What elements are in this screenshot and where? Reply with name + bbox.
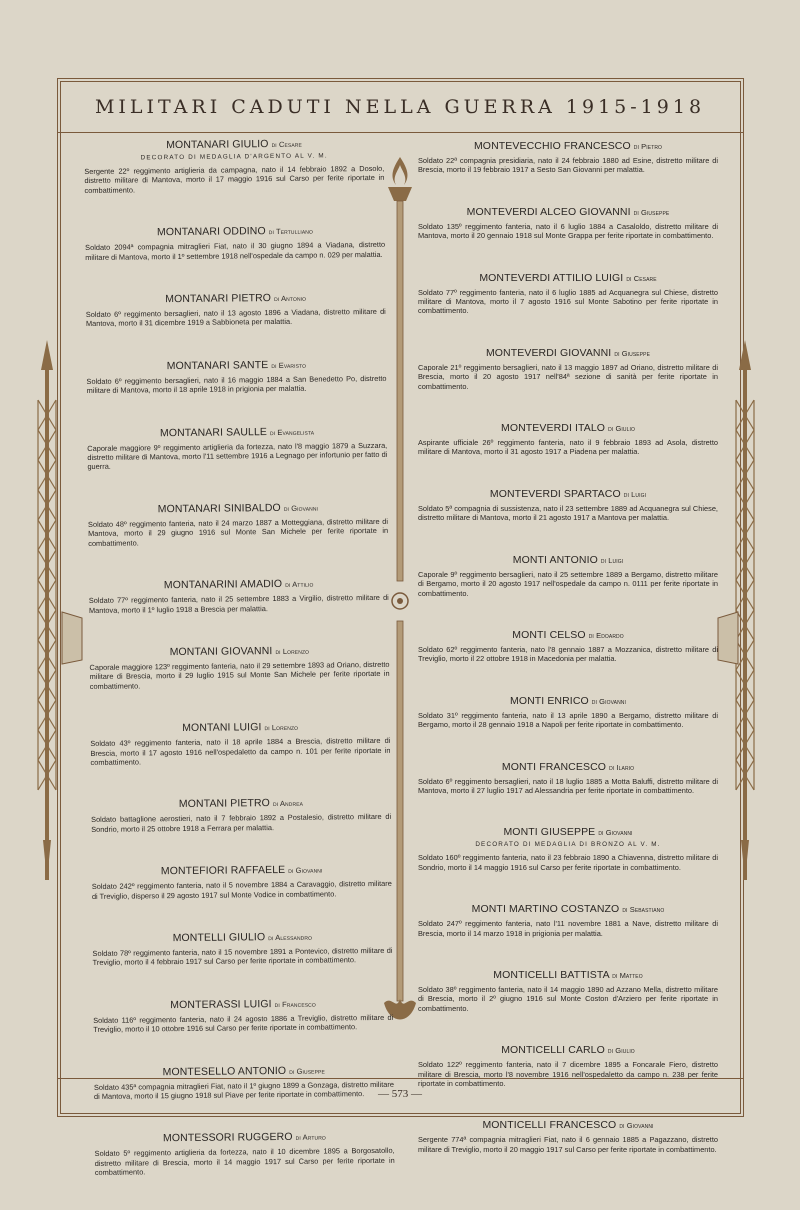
casualty-name: MONTERASSI LUIGI: [170, 997, 272, 1011]
casualty-entry: [92, 930, 392, 968]
casualty-parent: di Sebastiano: [622, 905, 665, 915]
casualty-parent: di Alessandro: [268, 932, 313, 943]
casualty-name: MONTI GIUSEPPE: [503, 826, 596, 839]
casualty-entry: [418, 826, 718, 872]
casualty-name-heading: [418, 969, 718, 981]
casualty-record-text: Sergente 774ª compagnia mitraglieri Fiat, nato il 6 gennaio 1885 a Pagazzano, distretto militare di Treviglio, morto il 20 maggio 1917 sul Carso per ferite riportate in combattimento.: [418, 1135, 718, 1154]
casualty-entry: [94, 1130, 394, 1177]
casualty-name: MONTI FRANCESCO: [501, 760, 607, 773]
casualty-decoration: DECORATO DI MEDAGLIA DI BRONZO AL V. M.: [475, 841, 661, 849]
casualty-name-heading: [92, 930, 392, 945]
casualty-name-heading: [94, 1130, 394, 1145]
casualty-name: MONTANARI SAULLE: [159, 425, 268, 439]
casualty-name-heading: [418, 140, 718, 152]
casualty-record-text: Soldato 435ª compagnia mitraglieri Fiat, nato il 1º giugno 1899 a Gonzaga, distretto militare di Mantova, morto il 15 giugno 1918 sul Piave per ferite riportate in combattimento.: [93, 1079, 394, 1101]
casualty-entry: [418, 140, 718, 175]
casualty-name-heading: [418, 1119, 718, 1131]
casualty-name: MONTANARI SINIBALDO: [157, 501, 281, 516]
casualty-name: MONTI ENRICO: [509, 694, 589, 707]
casualty-record-text: Soldato 22ª compagnia presidiaria, nato il 24 febbraio 1880 ad Esine, distretto militare di Brescia, morto il 19 febbraio 1917 a Sesto San Giovanni per malattia.: [418, 156, 718, 175]
casualty-record-text: Soldato 135º reggimento fanteria, nato il 6 luglio 1884 a Casaloldo, distretto militare di Mantova, morto il 20 gennaio 1918 sul Monte Grappa per ferite riportate in combattimento.: [418, 221, 718, 241]
casualty-record-text: Caporale 21º reggimento bersaglieri, nato il 13 maggio 1897 ad Oriano, distretto militare di Brescia, morto il 20 agosto 1917 nell'84ª sezione di sanità per ferite riportate in combattimento.: [418, 362, 718, 391]
left-pennant-icon: [60, 610, 86, 666]
casualty-entry: [88, 501, 388, 548]
casualty-entry: [84, 137, 385, 195]
casualty-name: MONTESELLO ANTONIO: [162, 1064, 287, 1078]
casualty-name: MONTANARI GIULIO: [166, 138, 269, 152]
casualty-parent: di Giulio: [608, 424, 635, 434]
casualty-parent: di Ilario: [609, 762, 635, 772]
casualty-entry: [89, 577, 389, 615]
casualty-name: MONTEVERDI ITALO: [500, 422, 606, 435]
casualty-name-heading: [92, 863, 392, 878]
casualty-name-heading: [418, 488, 718, 500]
casualty-parent: di Giovanni: [598, 828, 633, 838]
casualty-name: MONTEFIORI RAFFAELE: [160, 864, 286, 878]
casualty-entry: [92, 863, 392, 901]
casualty-name: MONTEVERDI ALCEO GIOVANNI: [466, 205, 631, 218]
casualty-parent: di Edoardo: [588, 630, 624, 640]
casualty-name-heading: [84, 137, 384, 152]
casualty-parent: di Luigi: [600, 555, 624, 565]
casualty-entry: [418, 695, 718, 730]
casualty-name-heading: [418, 761, 718, 773]
right-column: [418, 140, 718, 1185]
casualty-parent: di Antonio: [274, 293, 307, 304]
casualty-name-heading: [86, 291, 386, 306]
casualty-decoration: DECORATO DI MEDAGLIA D'ARGENTO AL V. M.: [140, 152, 328, 162]
casualty-parent: di Cesare: [271, 139, 302, 150]
casualty-name-heading: [418, 826, 718, 838]
casualty-record-text: Soldato 2094ª compagnia mitraglieri Fiat, nato il 30 giugno 1894 a Viadana, distretto militare di Mantova, morto il 1º settembre 1918 nell'ospedale da campo n. 029 per malattia.: [85, 240, 386, 262]
casualty-name-heading: [87, 424, 387, 439]
left-column: [84, 137, 395, 1210]
casualty-name-heading: [418, 206, 718, 218]
casualty-parent: di Cesare: [626, 273, 657, 283]
casualty-record-text: Caporale maggiore 9º reggimento artiglieria da fortezza, nato l'8 maggio 1879 a Suzzara, distretto militare di Mantova, morto l'11 settembre 1916 a Legnago per infortunio per fatto di guerra.: [87, 440, 388, 472]
casualty-record-text: Soldato 242º reggimento fanteria, nato il 5 novembre 1884 a Caravaggio, distretto militare di Treviglio, disperso il 29 agosto 1917 sul Monte Vodice in combattimento.: [91, 878, 392, 901]
casualty-name: MONTELLI GIULIO: [172, 931, 266, 945]
casualty-record-text: Aspirante ufficiale 26º reggimento fanteria, nato il 9 febbraio 1893 ad Asola, distretto militare di Mantova, morto il 31 agosto 1917 a Piadena per malattia.: [418, 438, 718, 457]
left-lance-ornament: [30, 340, 64, 880]
casualty-entry: [418, 272, 718, 316]
casualty-record-text: Soldato 122º reggimento fanteria, nato il 7 dicembre 1895 a Foncarale Fiero, distretto militare di Brescia, morto l'8 novembre 1916 nell'ospedaletto da campo n. 238 per ferite riportate in combattimento.: [418, 1060, 718, 1088]
casualty-name-heading: [418, 903, 718, 915]
casualty-entry: [86, 358, 386, 396]
casualty-entry: [418, 629, 718, 664]
casualty-name-heading: [418, 695, 718, 707]
casualty-parent: di Giovanni: [288, 865, 323, 876]
casualty-record-text: Soldato 43º reggimento fanteria, nato il 18 aprile 1884 a Brescia, distretto militare di Brescia, morto il 17 agosto 1916 nell'ospedaletto da campo n. 101 per ferite riportate in combattimento.: [90, 735, 391, 767]
casualty-name-heading: [418, 554, 718, 566]
casualty-name: MONTANI GIOVANNI: [169, 644, 273, 659]
casualty-name: MONTICELLI FRANCESCO: [482, 1119, 617, 1132]
casualty-record-text: Soldato 6º reggimento bersaglieri, nato il 16 maggio 1884 a San Benedetto Po, distretto militare di Mantova, morto il 18 aprile 1918 in prigionia per malattia.: [86, 373, 387, 396]
casualty-name: MONTEVERDI SPARTACO: [489, 487, 621, 500]
casualty-entry: [418, 554, 718, 598]
casualty-parent: di Evaristo: [271, 360, 307, 370]
casualty-name: MONTANARI PIETRO: [165, 292, 272, 306]
casualty-parent: di Giovanni: [283, 503, 319, 513]
casualty-parent: di Matteo: [612, 970, 643, 980]
casualty-name: MONTEVERDI ATTILIO LUIGI: [479, 271, 624, 284]
casualty-name: MONTANARINI AMADIO: [163, 578, 283, 592]
casualty-entry: [89, 644, 389, 691]
casualty-name-heading: [88, 501, 388, 516]
casualty-name: MONTEVECCHIO FRANCESCO: [473, 140, 631, 152]
casualty-parent: di Giuseppe: [289, 1066, 325, 1076]
casualty-record-text: Soldato 116º reggimento fanteria, nato il 24 agosto 1886 a Treviglio, distretto militare di Treviglio, morto il 10 ottobre 1916 sul Carso per ferite riportate in combattimento.: [93, 1012, 394, 1035]
casualty-record-text: Soldato 77º reggimento fanteria, nato il 25 settembre 1883 a Virgilio, distretto militare di Mantova, morto il 1º luglio 1918 a Brescia per malattia.: [88, 592, 389, 615]
casualty-entry: [418, 903, 718, 938]
casualty-record-text: Soldato 38º reggimento fanteria, nato il 14 maggio 1890 ad Azzano Mella, distretto militare di Brescia, morto il 2º giugno 1916 sul Monte Coston d'Arziero per ferite riportate in combattimento.: [418, 984, 718, 1013]
casualty-entry: [418, 1119, 718, 1154]
casualty-parent: di Attilio: [285, 579, 314, 590]
casualty-entry: [418, 422, 718, 457]
casualty-record-text: Caporale maggiore 123º reggimento fanteria, nato il 29 settembre 1893 ad Oriano, distretto militare di Brescia, morto il 29 luglio 1915 sul Monte San Michele per ferite riportate in combattimento.: [89, 659, 390, 691]
page-number: — 573 —: [378, 1088, 422, 1100]
casualty-entry: [90, 720, 390, 767]
casualty-record-text: Soldato 5ª compagnia di sussistenza, nato il 23 settembre 1889 ad Acquanegra sul Chiese, distretto militare di Mantova, morto il 21 agosto 1917 a Mantova per malattia.: [418, 503, 718, 523]
casualty-record-text: Soldato 48º reggimento fanteria, nato il 24 marzo 1887 a Motteggiana, distretto militare di Mantova, morto il 29 giugno 1916 sul Monte San Michele per ferite riportate in combattimento.: [87, 516, 389, 548]
casualty-record-text: Soldato 6º reggimento bersaglieri, nato il 13 agosto 1896 a Viadana, distretto militare di Mantova, morto il 31 dicembre 1919 a Sabbioneta per malattia.: [85, 306, 386, 329]
casualty-parent: di Andrea: [272, 799, 304, 809]
casualty-entry: [418, 488, 718, 523]
casualty-parent: di Giuseppe: [633, 207, 670, 217]
casualty-entry: [93, 997, 393, 1035]
casualty-name-heading: [89, 644, 389, 659]
casualty-name-heading: [418, 629, 718, 641]
casualty-entry: [418, 761, 718, 796]
casualty-entry: [418, 206, 718, 241]
casualty-parent: di Giovanni: [591, 696, 627, 706]
casualty-record-text: Soldato 247º reggimento fanteria, nato l'11 novembre 1881 a Nave, distretto militare di Brescia, morto il 14 marzo 1918 in prigionia per malattia.: [418, 919, 718, 938]
casualty-parent: di Lorenzo: [264, 722, 299, 733]
casualty-entry: [94, 1063, 394, 1101]
casualty-entry: [418, 969, 718, 1013]
casualty-name: MONTANARI SANTE: [166, 358, 269, 372]
casualty-name-heading: [94, 1063, 394, 1078]
casualty-name: MONTI MARTINO COSTANZO: [471, 903, 620, 916]
casualty-name-heading: [91, 796, 391, 811]
casualty-record-text: Soldato 6º reggimento bersaglieri, nato il 18 luglio 1885 a Motta Baluffi, distretto militare di Mantova, morto il 27 luglio 1917 ad Alessandria per ferite riportate in combattimento.: [418, 776, 718, 795]
casualty-record-text: Soldato 77º reggimento fanteria, nato il 6 luglio 1885 ad Acquanegra sul Chiese, distretto militare di Mantova, morto il 7 agosto 1916 sul Monte Sabotino per ferite riportate in combattimento.: [418, 287, 718, 316]
casualty-name-heading: [93, 997, 393, 1012]
casualty-entry: [418, 1044, 718, 1088]
casualty-record-text: Soldato 5º reggimento artiglieria da fortezza, nato il 10 dicembre 1895 a Borgosatollo, distretto militare di Brescia, morto il 14 maggio 1917 sul Carso per ferite riportate in combattimento.: [94, 1146, 395, 1178]
casualty-entry: [87, 424, 387, 471]
casualty-record-text: Soldato battaglione aerostieri, nato il 7 febbraio 1892 a Postalesio, distretto militare di Sondrio, morto il 25 ottobre 1918 a Ferrara per malattia.: [91, 812, 392, 834]
title-divider: [57, 132, 744, 133]
casualty-name-heading: [418, 1044, 718, 1056]
casualty-record-text: Sergente 22º reggimento artiglieria da campagna, nato il 14 febbraio 1892 a Dosolo, distretto militare di Mantova, morto il 17 maggio 1916 sul Carso per ferite riportate in combattimento.: [84, 163, 385, 195]
casualty-name-heading: [418, 272, 718, 284]
casualty-name-heading: [89, 577, 389, 592]
page-title: MILITARI CADUTI NELLA GUERRA 1915-1918: [94, 96, 706, 118]
casualty-name-heading: [418, 347, 718, 359]
casualty-parent: di Giovanni: [619, 1121, 654, 1131]
casualty-name: MONTANI LUIGI: [182, 721, 262, 735]
casualty-name: MONTEVERDI GIOVANNI: [485, 346, 612, 359]
casualty-parent: di Tertulliano: [268, 226, 314, 237]
casualty-record-text: Soldato 160º reggimento fanteria, nato il 23 febbraio 1890 a Chiavenna, distretto militare di Sondrio, morto il 14 maggio 1916 sul Carso per ferite riportate in combattimento.: [418, 853, 718, 872]
casualty-parent: di Giuseppe: [614, 348, 651, 358]
casualty-parent: di Francesco: [274, 999, 316, 1009]
casualty-name-heading: [418, 422, 718, 434]
casualty-name-heading: [85, 224, 385, 239]
casualty-name: MONTANI PIETRO: [178, 797, 270, 811]
casualty-parent: di Giulio: [607, 1046, 635, 1056]
casualty-entry: [418, 347, 718, 391]
casualty-name: MONTI CELSO: [512, 628, 586, 641]
casualty-parent: di Lorenzo: [275, 646, 310, 656]
casualty-name: MONTICELLI CARLO: [501, 1044, 605, 1057]
casualty-name-heading: [86, 358, 386, 373]
casualty-name: MONTANARI ODDINO: [156, 225, 266, 239]
casualty-parent: di Evangelista: [269, 427, 315, 437]
casualty-name-heading: [90, 720, 390, 735]
casualty-record-text: Soldato 62º reggimento fanteria, nato l'8 gennaio 1887 a Mozzanica, distretto militare di Treviglio, morto il 22 ottobre 1918 in Macedonia per malattia.: [418, 644, 718, 664]
casualty-entry: [85, 224, 385, 262]
casualty-name: MONTICELLI BATTISTA: [493, 968, 610, 981]
casualty-parent: di Pietro: [633, 142, 663, 151]
casualty-entry: [91, 796, 391, 834]
casualty-record-text: Caporale 9º reggimento bersaglieri, nato il 25 settembre 1889 a Bergamo, distretto militare di Bergamo, morto il 20 agosto 1917 nell'ospedale da campo n. 0111 per ferite riportate in combattimento.: [418, 569, 718, 598]
casualty-record-text: Soldato 31º reggimento fanteria, nato il 13 aprile 1890 a Bergamo, distretto militare di Bergamo, morto il 28 gennaio 1918 a Napoli per ferite riportate in combattimento.: [418, 710, 718, 730]
casualty-parent: di Arturo: [295, 1132, 326, 1143]
casualty-record-text: Soldato 78º reggimento fanteria, nato il 15 novembre 1891 a Pontevico, distretto militare di Treviglio, morto il 4 febbraio 1917 sul Carso per ferite riportate in combattimento.: [92, 945, 393, 968]
casualty-name: MONTESSORI RUGGERO: [162, 1131, 293, 1145]
casualty-entry: [86, 291, 386, 329]
casualty-name: MONTI ANTONIO: [512, 553, 598, 566]
casualty-parent: di Luigi: [623, 489, 647, 499]
